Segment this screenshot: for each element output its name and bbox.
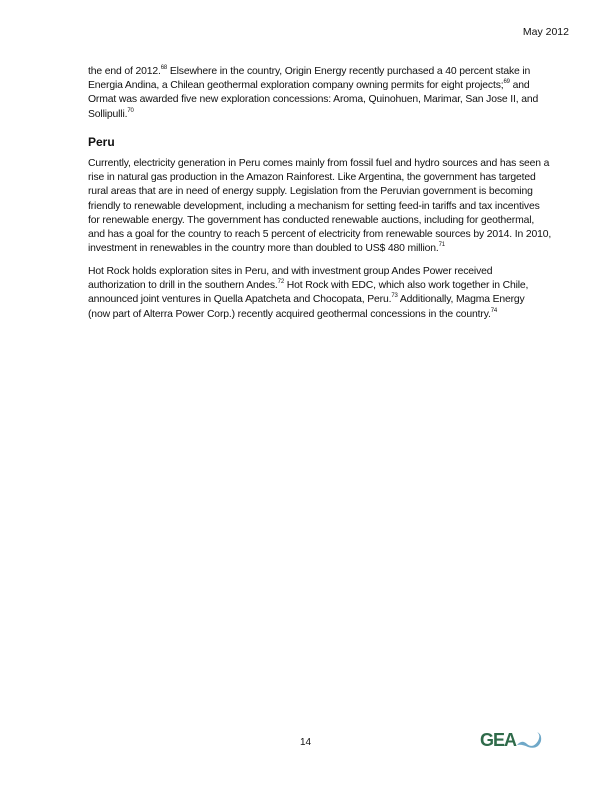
text-line xyxy=(88,109,134,120)
line-text: Hot Rock holds exploration sites in Peru, and with investment group Andes Power received xyxy=(88,266,493,277)
line-text: announced joint ventures in Quella Apatcheta and Chocopata, Peru. xyxy=(88,294,392,306)
line-text: Sollipulli. xyxy=(88,108,128,120)
text-line xyxy=(88,94,538,105)
section-heading-peru: Peru xyxy=(88,135,115,149)
line-text: authorization to drill in the southern Andes. xyxy=(88,280,278,292)
text-line xyxy=(88,172,536,183)
line-text: investment in renewables in the country more than doubled to US$ 480 million. xyxy=(88,243,439,255)
logo-text: GEA xyxy=(480,730,517,750)
footnote-ref[interactable]: 71 xyxy=(438,242,445,249)
text-line xyxy=(88,294,525,305)
text-line xyxy=(88,243,445,254)
line-text: Energia Andina, a Chilean geothermal exploration company owning permits for eight projects; xyxy=(88,80,504,92)
wave-icon xyxy=(516,731,542,751)
text-line xyxy=(88,80,530,91)
footnote-ref[interactable]: 70 xyxy=(127,107,134,114)
text-line xyxy=(88,66,530,77)
gea-logo xyxy=(480,730,542,751)
line-text: (now part of Alterra Power Corp.) recently acquired geothermal concessions in the country. xyxy=(88,308,491,320)
line-text: for renewable energy. The government has conducted renewable auctions, including for geothermal, xyxy=(88,214,535,226)
line-text: Additionally, Magma Energy xyxy=(397,294,525,306)
text-line xyxy=(88,201,540,212)
line-text: the end of 2012. xyxy=(88,66,161,77)
text-line xyxy=(88,229,551,240)
text-line xyxy=(88,309,497,320)
footnote-ref[interactable]: 68 xyxy=(160,65,168,71)
footnote-ref[interactable]: 73 xyxy=(391,293,398,300)
footnote-ref[interactable]: 74 xyxy=(490,307,498,314)
footnote-ref[interactable]: 72 xyxy=(277,279,285,286)
line-text: Currently, electricity generation in Peru comes mainly from fossil fuel and hydro sources and has seen a xyxy=(88,158,550,169)
text-line xyxy=(88,215,534,226)
page-number: 14 xyxy=(300,737,312,748)
line-text: rise in natural gas production in the Amazon Rainforest. Like Argentina, the government has targeted xyxy=(88,172,536,184)
text-line xyxy=(88,158,549,169)
line-text: rural areas that are in need of energy supply. Legislation from the Peruvian government is becoming xyxy=(88,186,533,198)
line-text: Hot Rock with EDC, which also work together in Chile, xyxy=(284,280,529,292)
line-text: friendly to renewable development, including a mechanism for setting feed-in tariffs and tax incentives xyxy=(88,200,540,212)
footnote-ref[interactable]: 69 xyxy=(503,79,510,86)
line-text: Elsewhere in the country, Origin Energy recently purchased a 40 percent stake in xyxy=(167,66,531,77)
text-line xyxy=(88,266,492,277)
line-text: and xyxy=(509,80,530,92)
line-text: and has a goal for the country to reach 5 percent of electricity from renewable sources by 2014. In 2010, xyxy=(88,229,552,240)
text-line xyxy=(88,280,528,291)
line-text: Ormat was awarded five new exploration concessions: Aroma, Quinohuen, Marimar, San Jose II, and xyxy=(88,94,539,106)
header-date: May 2012 xyxy=(522,26,569,38)
text-line xyxy=(88,186,533,197)
